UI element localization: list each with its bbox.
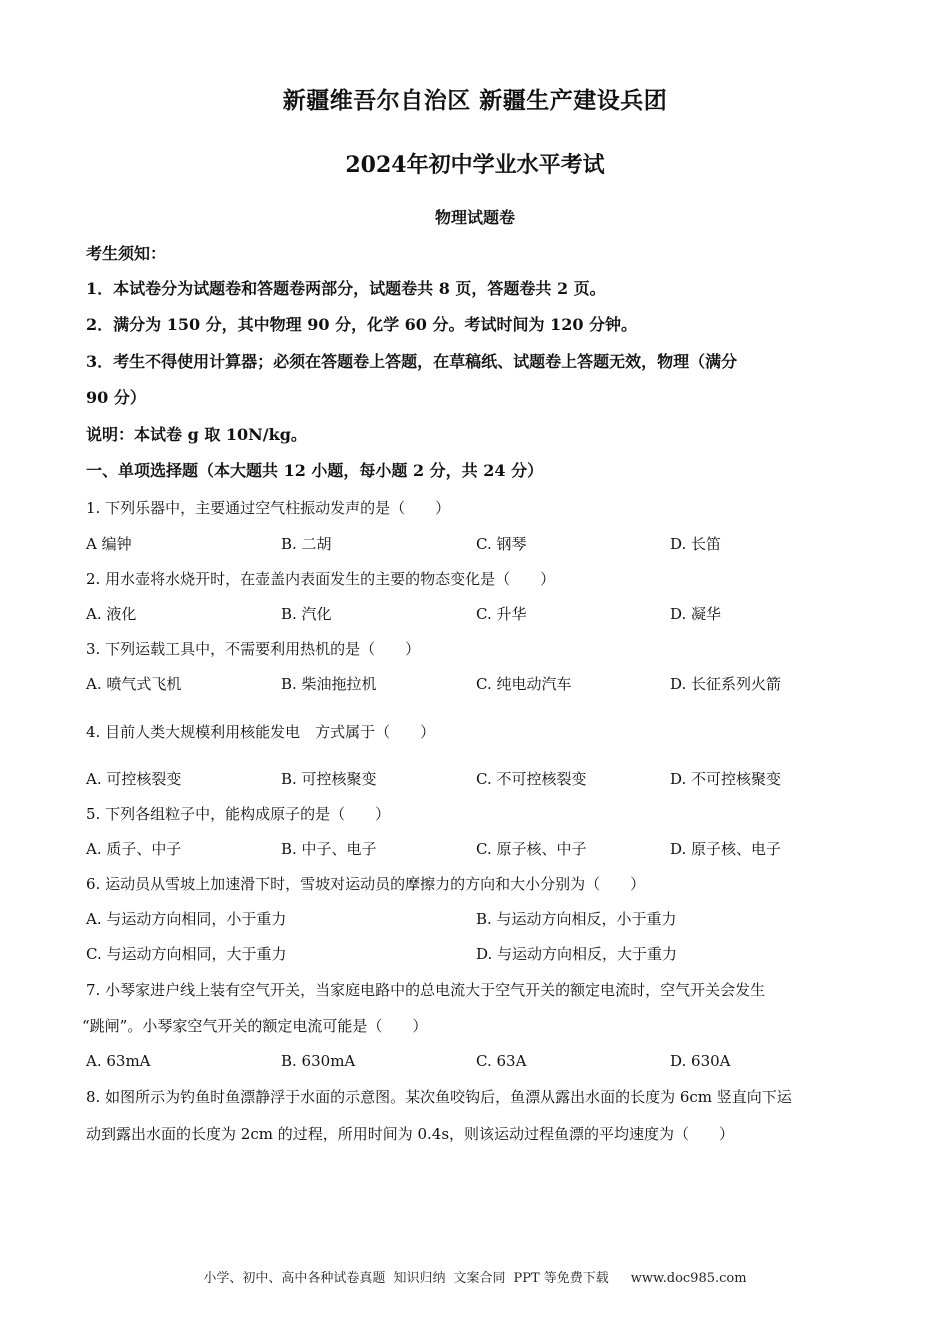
question-7-option-a: A. 63mA xyxy=(86,1052,151,1070)
question-2-option-d: D. 凝华 xyxy=(670,605,722,623)
paper-name: 物理试题卷 xyxy=(434,208,515,227)
question-8-stem-cont: 动到露出水面的长度为 2cm 的过程，所用时间为 0.4s，则该运动过程鱼漂的平均速度为（ ） xyxy=(86,1125,735,1143)
question-4-stem: 4. 目前人类大规模利用核能发电 方式属于（ ） xyxy=(86,723,436,741)
question-1-option-c: C. 钢琴 xyxy=(476,535,527,553)
question-8-stem: 8. 如图所示为钓鱼时鱼漂静浮于水面的示意图。某次鱼咬钩后，鱼漂从露出水面的长度为 6cm 竖直向下运 xyxy=(86,1088,792,1106)
question-5-option-c: C. 原子核、中子 xyxy=(476,840,587,858)
question-7-option-d: D. 630A xyxy=(670,1052,731,1070)
footer-text-2: 知识归纳 xyxy=(393,1271,446,1286)
question-7-stem: 7. 小琴家进户线上装有空气开关，当家庭电路中的总电流大于空气开关的额定电流时，空气开关会发生 xyxy=(86,981,766,999)
question-6-option-a: A. 与运动方向相同，小于重力 xyxy=(86,910,287,928)
footer-text-3: 文案合同 xyxy=(453,1271,506,1286)
question-6-option-d: D. 与运动方向相反，大于重力 xyxy=(476,945,678,963)
question-3-option-b: B. 柴油拖拉机 xyxy=(281,675,377,693)
question-1-option-b: B. 二胡 xyxy=(281,535,332,553)
question-4-option-b: B. 可控核聚变 xyxy=(281,770,377,788)
notice-heading: 考生须知： xyxy=(86,244,167,263)
footer-text-1: 小学、初中、高中各种试卷真题 xyxy=(203,1271,386,1286)
question-1-option-a: A 编钟 xyxy=(86,535,132,553)
notice-item-3-cont: 90 分） xyxy=(86,388,146,407)
question-7-option-b: B. 630mA xyxy=(281,1052,356,1070)
footer-text-4: PPT 等免费下载 xyxy=(513,1271,609,1286)
notice-item-3: 3．考生不得使用计算器；必须在答题卷上答题，在草稿纸、试题卷上答题无效，物理（满分 xyxy=(86,352,738,371)
question-4-option-d: D. 不可控核聚变 xyxy=(670,770,782,788)
question-3-option-a: A. 喷气式飞机 xyxy=(86,675,182,693)
question-3-option-d: D. 长征系列火箭 xyxy=(670,675,782,693)
question-4-option-a: A. 可控核裂变 xyxy=(86,770,182,788)
section-1-heading: 一、单项选择题（本大题共 12 小题，每小题 2 分，共 24 分） xyxy=(86,461,544,480)
exam-title: 2024年初中学业水平考试 xyxy=(345,152,605,178)
question-1-stem: 1. 下列乐器中，主要通过空气柱振动发声的是（ ） xyxy=(86,499,451,517)
question-5-option-d: D. 原子核、电子 xyxy=(670,840,782,858)
question-3-option-c: C. 纯电动汽车 xyxy=(476,675,572,693)
question-7-stem-cont: “跳闸”。小琴家空气开关的额定电流可能是（ ） xyxy=(82,1017,428,1035)
exam-region-title: 新疆维吾尔自治区 新疆生产建设兵团 xyxy=(282,87,668,114)
question-2-option-a: A. 液化 xyxy=(86,605,137,623)
question-2-option-b: B. 汽化 xyxy=(281,605,332,623)
question-6-stem: 6. 运动员从雪坡上加速滑下时，雪坡对运动员的摩擦力的方向和大小分别为（ ） xyxy=(86,875,646,893)
page-footer xyxy=(0,1270,950,1288)
question-7-option-c: C. 63A xyxy=(476,1052,527,1070)
question-6-option-c: C. 与运动方向相同，大于重力 xyxy=(86,945,287,963)
footer-url-link[interactable]: www.doc985.com xyxy=(630,1271,747,1286)
question-2-option-c: C. 升华 xyxy=(476,605,527,623)
question-5-option-b: B. 中子、电子 xyxy=(281,840,377,858)
question-2-stem: 2. 用水壶将水烧开时，在壶盖内表面发生的主要的物态变化是（ ） xyxy=(86,570,556,588)
question-5-stem: 5. 下列各组粒子中，能构成原子的是（ ） xyxy=(86,805,391,823)
question-5-option-a: A. 质子、中子 xyxy=(86,840,182,858)
notice-item-2: 2．满分为 150 分，其中物理 90 分，化学 60 分。考试时间为 120 分钟。 xyxy=(86,315,638,334)
question-1-option-d: D. 长笛 xyxy=(670,535,722,553)
question-6-option-b: B. 与运动方向相反，小于重力 xyxy=(476,910,677,928)
question-4-option-c: C. 不可控核裂变 xyxy=(476,770,587,788)
notice-note: 说明：本试卷 g 取 10N/kg。 xyxy=(86,425,307,444)
notice-item-1: 1．本试卷分为试题卷和答题卷两部分，试题卷共 8 页，答题卷共 2 页。 xyxy=(86,279,606,298)
question-3-stem: 3. 下列运载工具中，不需要利用热机的是（ ） xyxy=(86,640,421,658)
